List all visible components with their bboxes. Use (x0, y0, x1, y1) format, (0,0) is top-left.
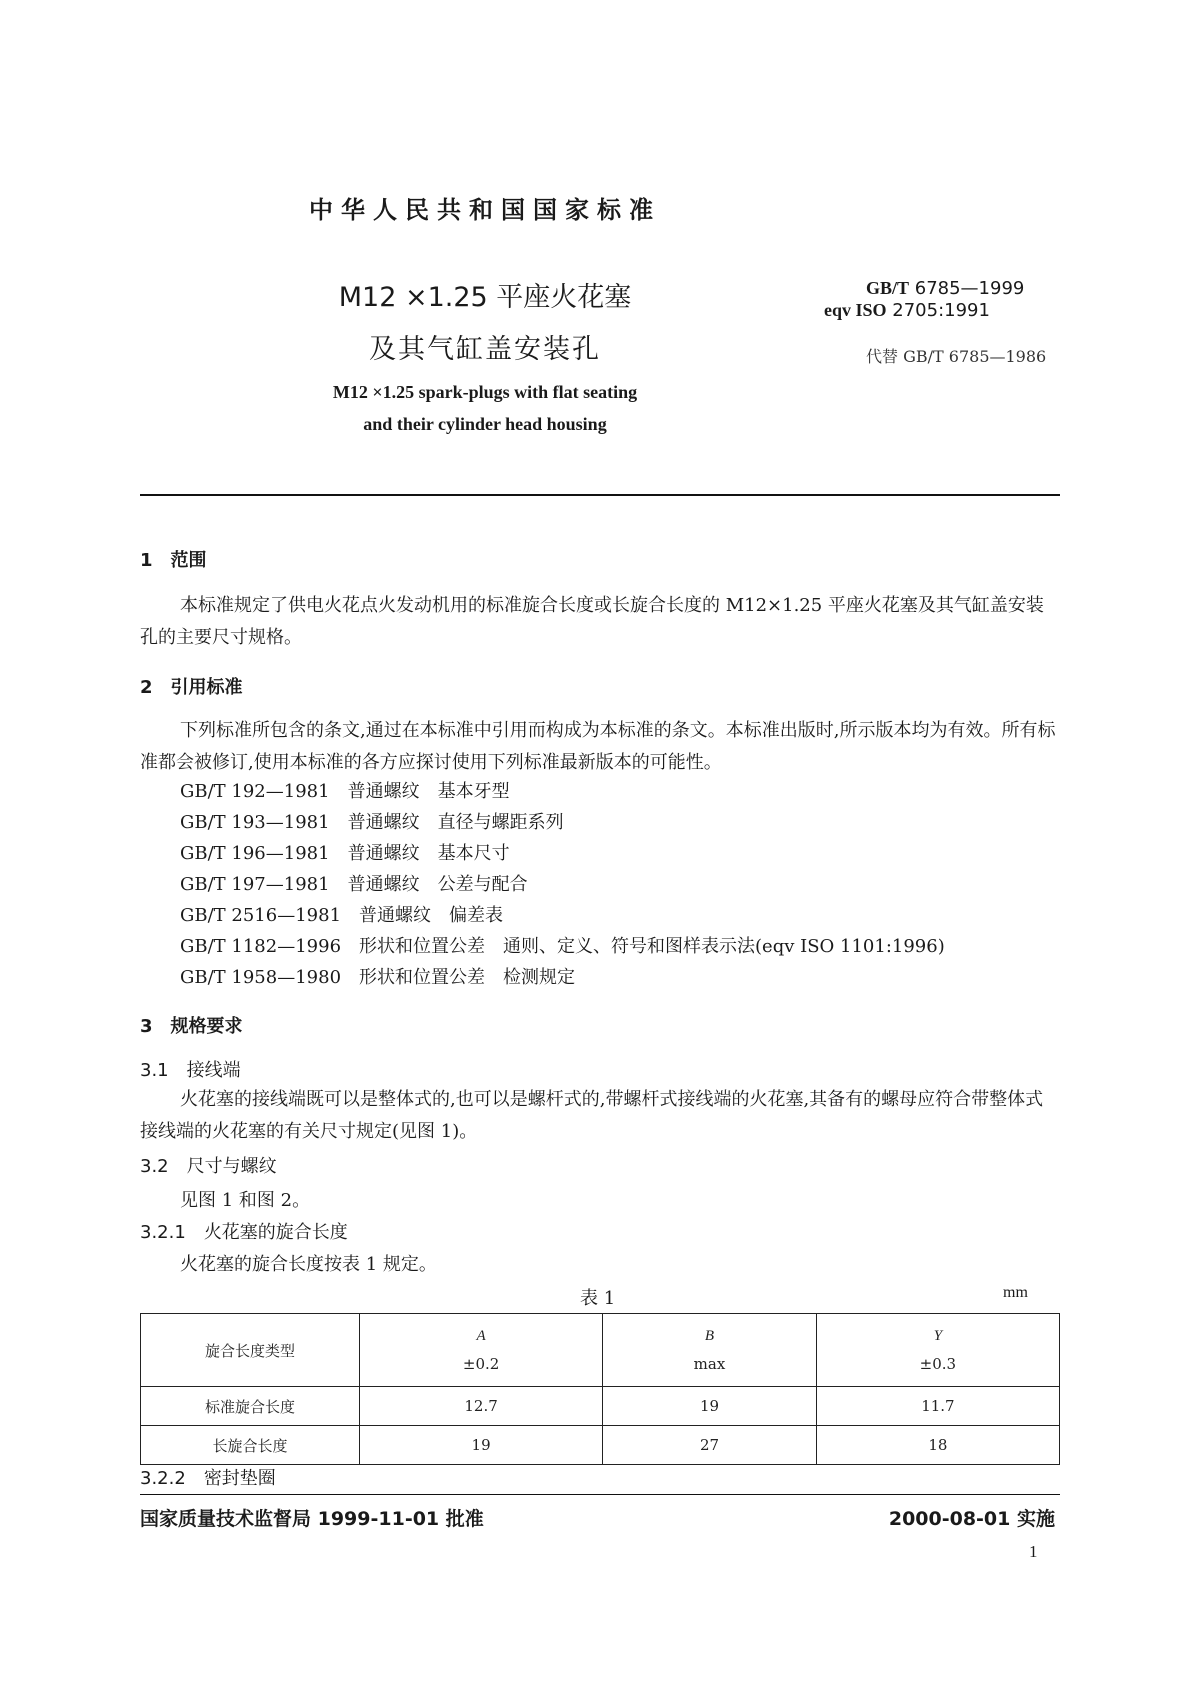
reference-item (180, 776, 945, 807)
standard-number-value: 6785—1999 (914, 278, 1025, 299)
subsection-number: 3.1 (140, 1060, 169, 1081)
subsection-number: 3.2.1 (140, 1222, 186, 1243)
table-cell: 18 (816, 1426, 1059, 1465)
reference-code: GB/T 193—1981 (180, 812, 330, 833)
section-3-heading (140, 1012, 243, 1038)
reference-item (180, 838, 945, 869)
section-number: 2 (140, 677, 153, 698)
subsection-3-2-heading (140, 1152, 277, 1178)
table-cell: 19 (603, 1387, 817, 1426)
section-number: 3 (140, 1016, 153, 1037)
subsection-3-2-1-paragraph: 火花塞的旋合长度按表 1 规定。 (180, 1254, 437, 1275)
subsection-3-2-1-heading (140, 1218, 348, 1244)
reference-code: GB/T 1182—1996 (180, 936, 342, 957)
subsection-title: 接线端 (186, 1060, 241, 1081)
table-header-cell (603, 1314, 817, 1387)
table-row (141, 1426, 1060, 1465)
reference-item (180, 931, 945, 962)
equivalent-label: eqv ISO (824, 300, 887, 320)
section-1-heading (140, 546, 207, 572)
subsection-number: 3.2 (140, 1156, 169, 1177)
document-title-cn-line1: M12 ×1.25 平座火花塞 (338, 282, 632, 313)
subsection-3-2-2-heading (140, 1464, 276, 1490)
column-tolerance: max (693, 1354, 726, 1373)
table-header-cell (816, 1314, 1059, 1387)
standard-number (866, 278, 1024, 299)
reference-title: 普通螺纹 偏差表 (359, 905, 504, 926)
subsection-number: 3.2.2 (140, 1468, 186, 1489)
reference-title: 形状和位置公差 通则、定义、符号和图样表示法(eqv ISO 1101:1996) (359, 936, 945, 957)
page-number: 1 (1029, 1542, 1038, 1561)
reference-item (180, 869, 945, 900)
section-title: 范围 (170, 550, 207, 571)
equivalent-standard (824, 300, 990, 321)
subsection-title: 密封垫圈 (203, 1468, 276, 1489)
reference-item (180, 900, 945, 931)
table-cell: 19 (360, 1426, 603, 1465)
column-tolerance: ±0.3 (919, 1354, 957, 1373)
table-header-row (141, 1314, 1060, 1387)
subsection-title: 尺寸与螺纹 (186, 1156, 277, 1177)
reference-title: 普通螺纹 基本牙型 (347, 781, 510, 802)
reference-title: 普通螺纹 公差与配合 (347, 874, 528, 895)
replaces-standard: 代替 GB/T 6785—1986 (866, 347, 1047, 366)
reference-title: 形状和位置公差 检测规定 (359, 967, 576, 988)
table-unit: mm (1003, 1284, 1028, 1301)
subsection-3-1-paragraph: 火花塞的接线端既可以是整体式的,也可以是螺杆式的,带螺杆式接线端的火花塞,其备有的螺母应符合带整体式接线端的火花塞的有关尺寸规定(见图 1)。 (140, 1089, 1044, 1142)
national-standard-title: 中华人民共和国国家标准 (309, 196, 661, 224)
table-cell: 11.7 (816, 1387, 1059, 1426)
reference-title: 普通螺纹 基本尺寸 (347, 843, 510, 864)
row-label: 长旋合长度 (141, 1426, 360, 1465)
reference-code: GB/T 2516—1981 (180, 905, 342, 926)
column-symbol: Y (933, 1327, 943, 1344)
table-header-cell (360, 1314, 603, 1387)
reference-title: 普通螺纹 直径与螺距系列 (347, 812, 564, 833)
table-row (141, 1387, 1060, 1426)
table-header-label: 旋合长度类型 (141, 1314, 360, 1387)
section-title: 规格要求 (170, 1016, 243, 1037)
document-title-en-line2: and their cylinder head housing (363, 414, 607, 434)
section-1-paragraph: 本标准规定了供电火花点火发动机用的标准旋合长度或长旋合长度的 M12×1.25 平座火花塞及其气缸盖安装孔的主要尺寸规格。 (140, 595, 1044, 648)
column-symbol: B (704, 1327, 715, 1344)
reference-list (180, 776, 945, 993)
reference-code: GB/T 1958—1980 (180, 967, 342, 988)
subsection-3-2-paragraph: 见图 1 和图 2。 (180, 1190, 311, 1211)
reference-code: GB/T 196—1981 (180, 843, 330, 864)
row-label: 标准旋合长度 (141, 1387, 360, 1426)
subsection-title: 火花塞的旋合长度 (203, 1222, 348, 1243)
section-2-paragraph: 下列标准所包含的条文,通过在本标准中引用而构成为本标准的条文。本标准出版时,所示版本均为有效。所有标准都会被修订,使用本标准的各方应探讨使用下列标准最新版本的可能性。 (140, 720, 1056, 773)
table-caption: 表 1 (580, 1288, 616, 1309)
approval-line: 国家质量技术监督局 1999-11-01 批准 (140, 1508, 484, 1530)
column-symbol: A (476, 1327, 486, 1344)
subsection-3-1-heading (140, 1056, 241, 1082)
reference-code: GB/T 197—1981 (180, 874, 330, 895)
reference-code: GB/T 192—1981 (180, 781, 330, 802)
header-divider (140, 494, 1060, 496)
reference-item (180, 962, 945, 993)
section-2-heading (140, 673, 243, 699)
table-cell: 27 (603, 1426, 817, 1465)
section-title: 引用标准 (170, 677, 243, 698)
reference-item (180, 807, 945, 838)
section-number: 1 (140, 550, 153, 571)
engagement-length-table (140, 1313, 1060, 1465)
column-tolerance: ±0.2 (462, 1354, 500, 1373)
footer-divider (140, 1494, 1060, 1495)
standard-label: GB/T (866, 278, 910, 298)
document-title-en-line1: M12 ×1.25 spark-plugs with flat seating (332, 382, 638, 402)
table-cell: 12.7 (360, 1387, 603, 1426)
document-title-cn-line2: 及其气缸盖安装孔 (369, 334, 601, 365)
equivalent-number-value: 2705:1991 (892, 300, 990, 321)
implementation-date: 2000-08-01 实施 (888, 1508, 1055, 1530)
